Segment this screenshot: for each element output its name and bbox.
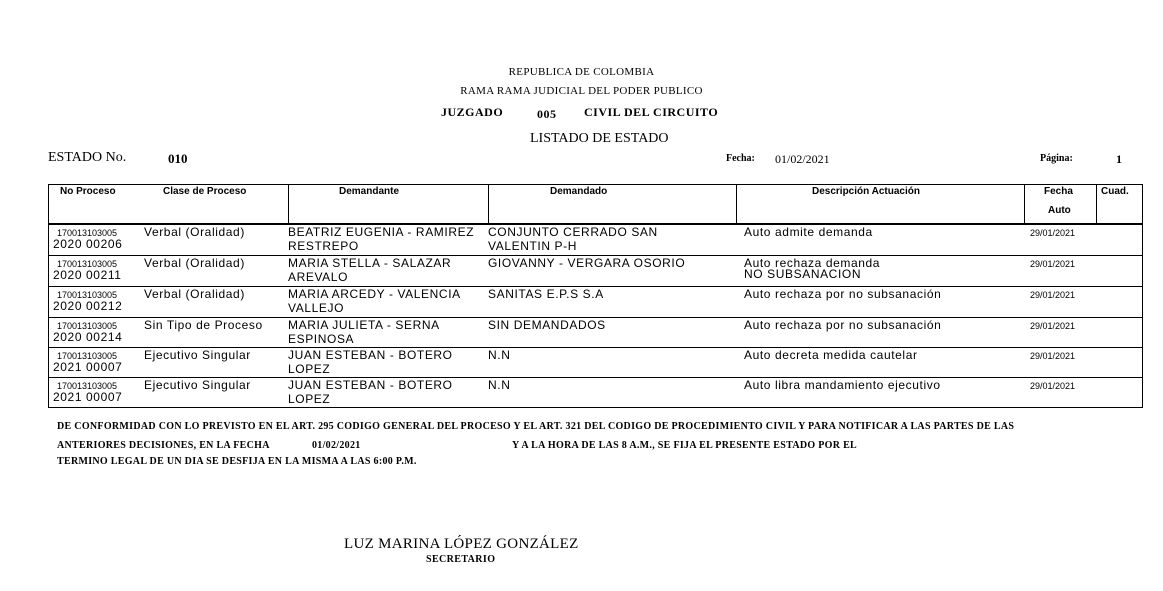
col-divider xyxy=(488,185,489,223)
col-header-clase: Clase de Proceso xyxy=(163,186,247,197)
table-row xyxy=(49,378,1142,408)
footer-notice-line1: DE CONFORMIDAD CON LO PREVISTO EN EL ART. 295 CODIGO GENERAL DEL PROCESO Y EL ART. 321 DEL CODIGO DE PROCEDIMIENTO CIVIL Y PARA NOTIFICAR A LAS PARTES DE LAS xyxy=(57,421,1015,432)
row-fecha: 29/01/2021 xyxy=(1030,351,1076,361)
col-header-auto: Auto xyxy=(1048,205,1071,216)
row-demandante: BEATRIZ EUGENIA - RAMIREZ xyxy=(288,225,475,239)
row-fecha: 29/01/2021 xyxy=(1030,228,1076,238)
row-demandante: JUAN ESTEBAN - BOTERO xyxy=(288,378,453,392)
header-juzgado-number: 005 xyxy=(537,107,557,121)
estado-table xyxy=(48,184,1143,408)
row-descripcion: Auto rechaza por no subsanación xyxy=(744,287,942,301)
col-header-descripcion: Descripción Actuación xyxy=(812,186,920,197)
row-year-number: 2021 00007 xyxy=(53,390,123,404)
row-demandante: MARIA JULIETA - SERNA xyxy=(288,318,440,332)
row-demandante-cont: AREVALO xyxy=(288,270,348,284)
row-fecha: 29/01/2021 xyxy=(1030,290,1076,300)
table-row xyxy=(49,348,1142,378)
footer-notice-line2b: Y A LA HORA DE LAS 8 A.M., SE FIJA EL PRESENTE ESTADO POR EL xyxy=(512,440,858,451)
table-row xyxy=(49,318,1142,348)
pagina-label: Página: xyxy=(1040,153,1073,164)
col-header-no-proceso: No Proceso xyxy=(60,186,116,197)
row-year-number: 2020 00206 xyxy=(53,237,123,251)
row-code: 170013103005 xyxy=(57,259,118,269)
table-row xyxy=(49,256,1142,286)
row-code: 170013103005 xyxy=(57,321,118,331)
row-code: 170013103005 xyxy=(57,381,118,391)
row-descripcion: Auto rechaza por no subsanación xyxy=(744,318,942,332)
row-demandado: SANITAS E.P.S S.A xyxy=(488,287,604,301)
col-header-demandado: Demandado xyxy=(550,186,608,197)
row-fecha: 29/01/2021 xyxy=(1030,381,1076,391)
row-demandante: JUAN ESTEBAN - BOTERO xyxy=(288,348,453,362)
signature-title: SECRETARIO xyxy=(426,554,496,565)
pagina-value: 1 xyxy=(1116,152,1122,166)
estado-label: ESTADO No. xyxy=(48,150,127,165)
footer-notice-date: 01/02/2021 xyxy=(312,440,361,451)
row-clase: Verbal (Oralidad) xyxy=(144,287,245,301)
header-rama-judicial: RAMA RAMA JUDICIAL DEL PODER PUBLICO xyxy=(460,85,703,97)
row-demandante-cont: LOPEZ xyxy=(288,392,331,406)
estado-number: 010 xyxy=(168,151,188,166)
page-title: LISTADO DE ESTADO xyxy=(530,131,669,146)
row-year-number: 2020 00214 xyxy=(53,330,123,344)
row-year-number: 2020 00212 xyxy=(53,299,123,313)
col-divider xyxy=(736,185,737,223)
col-divider xyxy=(1096,185,1097,223)
row-demandado: SIN DEMANDADOS xyxy=(488,318,606,332)
row-clase: Verbal (Oralidad) xyxy=(144,256,245,270)
col-divider xyxy=(1024,185,1025,223)
footer-notice-line3: TERMINO LEGAL DE UN DIA SE DESFIJA EN LA MISMA A LAS 6:00 P.M. xyxy=(57,456,417,467)
col-divider xyxy=(288,185,289,223)
row-fecha: 29/01/2021 xyxy=(1030,321,1076,331)
footer-notice-line2a: ANTERIORES DECISIONES, EN LA FECHA xyxy=(57,440,270,451)
row-year-number: 2021 00007 xyxy=(53,360,123,374)
row-demandante: MARIA ARCEDY - VALENCIA xyxy=(288,287,461,301)
row-demandante-cont: LOPEZ xyxy=(288,362,331,376)
row-descripcion: Auto admite demanda xyxy=(744,225,873,239)
row-demandado: N.N xyxy=(488,348,511,362)
row-demandado-cont: VALENTIN P-H xyxy=(488,239,577,253)
row-clase: Ejecutivo Singular xyxy=(144,348,251,362)
col-header-fecha: Fecha xyxy=(1044,186,1073,197)
row-demandado: N.N xyxy=(488,378,511,392)
fecha-label: Fecha: xyxy=(726,153,755,164)
header-republica: REPUBLICA DE COLOMBIA xyxy=(508,66,655,78)
row-code: 170013103005 xyxy=(57,351,118,361)
row-descripcion: Auto decreta medida cautelar xyxy=(744,348,918,362)
col-header-cuad: Cuad. xyxy=(1101,186,1129,197)
row-clase: Verbal (Oralidad) xyxy=(144,225,245,239)
signature-name: LUZ MARINA LÓPEZ GONZÁLEZ xyxy=(344,536,579,552)
table-row xyxy=(49,287,1142,317)
row-demandante-cont: RESTREPO xyxy=(288,239,359,253)
row-code: 170013103005 xyxy=(57,290,118,300)
row-clase: Ejecutivo Singular xyxy=(144,378,251,392)
header-juzgado-type: CIVIL DEL CIRCUITO xyxy=(584,105,719,119)
row-demandado: GIOVANNY - VERGARA OSORIO xyxy=(488,256,686,270)
row-demandante: MARIA STELLA - SALAZAR xyxy=(288,256,452,270)
row-demandante-cont: ESPINOSA xyxy=(288,332,355,346)
row-demandante-cont: VALLEJO xyxy=(288,301,345,315)
row-descripcion-cont: NO SUBSANACION xyxy=(744,267,862,281)
fecha-value: 01/02/2021 xyxy=(775,152,830,166)
row-code: 170013103005 xyxy=(57,228,118,238)
row-clase: Sin Tipo de Proceso xyxy=(144,318,263,332)
header-juzgado-label: JUZGADO xyxy=(441,105,504,119)
table-row xyxy=(49,225,1142,255)
row-descripcion: Auto rechaza demanda xyxy=(744,256,881,270)
col-header-demandante: Demandante xyxy=(339,186,400,197)
row-demandado: CONJUNTO CERRADO SAN xyxy=(488,225,658,239)
row-descripcion: Auto libra mandamiento ejecutivo xyxy=(744,378,941,392)
row-year-number: 2020 00211 xyxy=(53,268,122,282)
row-fecha: 29/01/2021 xyxy=(1030,259,1076,269)
